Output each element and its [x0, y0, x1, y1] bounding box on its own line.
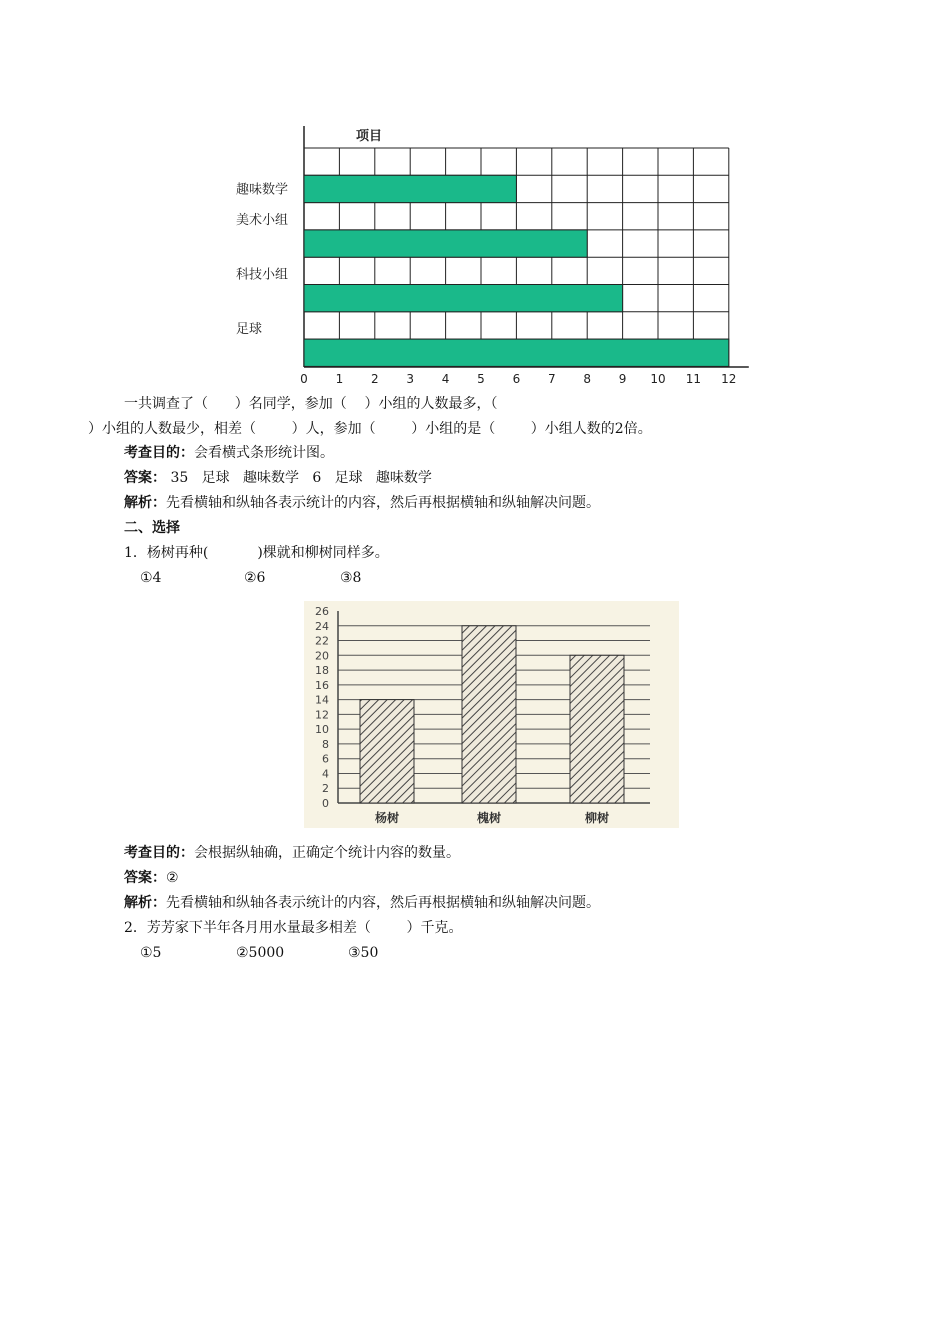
purpose-1	[124, 443, 334, 463]
x-tick-label: 5	[477, 372, 485, 386]
y-tick-label: 20	[315, 649, 329, 663]
analysis-2-text: 先看横轴和纵轴各表示统计的内容，然后再根据横轴和纵轴解决问题。	[166, 895, 600, 911]
purpose-2-label: 考查目的：	[124, 845, 194, 861]
x-tick-label: 4	[441, 372, 450, 386]
answer-1	[124, 468, 432, 488]
analysis-2-label: 解析：	[124, 895, 166, 911]
x-tick-label: 1	[335, 372, 344, 386]
question-2: 1．杨树再种( )棵就和柳树同样多。	[124, 545, 389, 561]
analysis-1-label: 解析：	[124, 495, 166, 511]
category-label: 足球	[236, 322, 263, 338]
x-tick-label: 7	[547, 372, 556, 386]
category-label: 科技小组	[236, 267, 289, 283]
x-tick-label: 3	[406, 372, 415, 386]
purpose-2	[124, 843, 460, 863]
section-2-heading: 二、选择	[124, 520, 180, 536]
question-3-option-3: ③50	[348, 945, 379, 961]
y-tick-label: 0	[322, 797, 329, 810]
x-tick-label: 9	[618, 372, 627, 386]
x-tick-label: 0	[300, 372, 308, 386]
y-tick-label: 26	[315, 605, 329, 618]
category-label: 柳树	[584, 811, 610, 825]
bar	[570, 655, 624, 803]
analysis-2	[124, 893, 600, 913]
chart-1-title: 项目	[356, 129, 383, 144]
purpose-2-text: 会根据纵轴确，正确定个统计内容的数量。	[194, 845, 460, 861]
x-tick-label: 10	[650, 372, 666, 386]
category-label: 趣味数学	[236, 182, 289, 198]
x-tick-label: 11	[685, 372, 702, 386]
question-1-line-2: ）小组的人数最少，相差（ ）人，参加（ ）小组的是（ ）小组人数的2倍。	[88, 421, 652, 437]
purpose-1-text: 会看横式条形统计图。	[194, 445, 334, 461]
answer-2	[124, 868, 179, 888]
x-tick-label: 6	[512, 372, 521, 386]
answer-2-text: ②	[166, 870, 179, 886]
answer-1-text: 35 足球 趣味数学 6 足球 趣味数学	[166, 470, 432, 486]
question-2-option-1: ①4	[140, 570, 162, 586]
category-label: 杨树	[374, 811, 400, 825]
y-tick-label: 16	[315, 678, 329, 692]
x-tick-label: 2	[370, 372, 379, 386]
y-tick-label: 24	[315, 619, 329, 633]
bar	[360, 700, 414, 803]
y-tick-label: 8	[322, 737, 329, 751]
category-label: 美术小组	[236, 212, 289, 228]
purpose-1-label: 考查目的：	[124, 445, 194, 461]
category-label: 槐树	[476, 811, 502, 825]
y-tick-label: 18	[315, 664, 329, 678]
bar	[462, 626, 516, 803]
answer-1-label: 答案：	[124, 470, 166, 486]
question-2-option-2: ②6	[244, 570, 266, 586]
x-tick-label: 8	[583, 372, 592, 386]
y-tick-label: 6	[322, 752, 329, 766]
y-tick-label: 22	[315, 634, 329, 648]
y-tick-label: 2	[322, 782, 329, 796]
question-3: 2．芳芳家下半年各月用水量最多相差（ ）千克。	[124, 920, 463, 936]
analysis-1-text: 先看横轴和纵轴各表示统计的内容，然后再根据横轴和纵轴解决问题。	[166, 495, 600, 511]
question-3-option-2: ②5000	[236, 945, 285, 961]
y-tick-label: 12	[315, 708, 329, 722]
question-1-line-1: 一共调查了（ ）名同学，参加（ ）小组的人数最多，（	[124, 396, 498, 412]
question-2-option-3: ③8	[340, 570, 362, 586]
y-tick-label: 10	[315, 723, 329, 737]
y-tick-label: 4	[322, 767, 329, 781]
question-3-option-1: ①5	[140, 945, 162, 961]
analysis-1	[124, 493, 600, 513]
y-tick-label: 14	[315, 693, 329, 707]
answer-2-label: 答案：	[124, 870, 166, 886]
x-tick-label: 12	[721, 372, 737, 386]
